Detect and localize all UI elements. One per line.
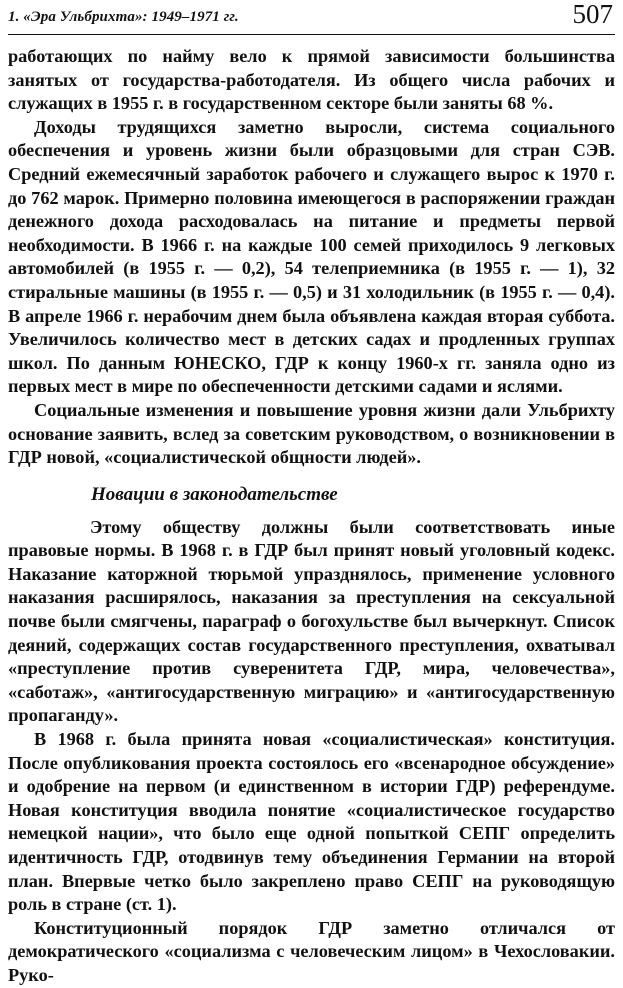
paragraph: Социальные изменения и повышение уровня жизни дали Ульбрихту основание заявить, вслед за советским руководством, о возникновении в ГДР новой, «социалистической общности людей».: [8, 399, 615, 468]
paragraph: В 1968 г. была принята новая «социалистическая» конституция. После опубликования проекта состоялось его «всенародное обсуждение» и одобрение на первом (и единственном в истории ГДР) референдуме. Новая конституция вводила понятие «социалистическое государство немецкой нации», что было еще одной попыткой СЕПГ определить идентичность ГДР, отодвинув тему объединения Германии на второй план. Впервые четко было закреплено право СЕПГ на руководящую роль в стране (ст. 1).: [8, 729, 615, 915]
section-heading: Новации в законодательстве: [91, 483, 338, 505]
page-number: 507: [572, 0, 613, 29]
page-body: [8, 45, 615, 988]
paragraph: Доходы трудящихся заметно выросли, система социального обеспечения и уровень жизни были образцовыми для стран СЭВ. Средний ежемесячный заработок рабочего и служащего вырос к 1970 г. до 762 марок. Примерно половина имеющегося в распоряжении граждан денежного дохода расходовалась на питание и предметы первой необходимости. В 1966 г. на каждые 100 семей приходилось 9 легковых автомобилей (в 1955 г. — 0,2), 54 телеприемника (в 1955 г. — 1), 32 стиральные машины (в 1955 г. — 0,5) и 31 холодильник (в 1955 г. — 0,4). В апреле 1966 г. нерабочим днем была объявлена каждая вторая суббота. Увеличилось количество мест в детских садах и продленных группах школ. По данным ЮНЕСКО, ГДР к концу 1960-х гг. заняла одно из первых мест в мире по обеспеченности детскими садами и яслями.: [8, 116, 615, 397]
chapter-running-title: 1. «Эра Ульбрихта»: 1949–1971 гг.: [8, 9, 239, 25]
paragraph: Конституционный порядок ГДР заметно отличался от демократического «социализма с человеческим лицом» в Чехословакии. Руко-: [8, 917, 615, 985]
paragraph: Этому обществу должны были соответствовать иные правовые нормы. В 1968 г. в ГДР был принят новый уголовный кодекс. Наказание каторжной тюрьмой упразднялось, применение условного наказания расширялось, наказания за преступления на сексуальной почве были смягчены, параграф о богохульстве был вычеркнут. Список деяний, содержащих состав государственного преступления, охватывал «преступление против суверенитета ГДР, мира, человечества», «саботаж», «антигосударственную миграцию» и «антигосударственную пропаганду».: [8, 516, 615, 726]
running-header: [8, 0, 615, 35]
paragraph: работающих по найму вело к прямой зависимости большинства занятых от государства-работодателя. Из общего числа рабочих и служащих в 1955 г. в государственном секторе были заняты 68 %.: [8, 46, 615, 114]
